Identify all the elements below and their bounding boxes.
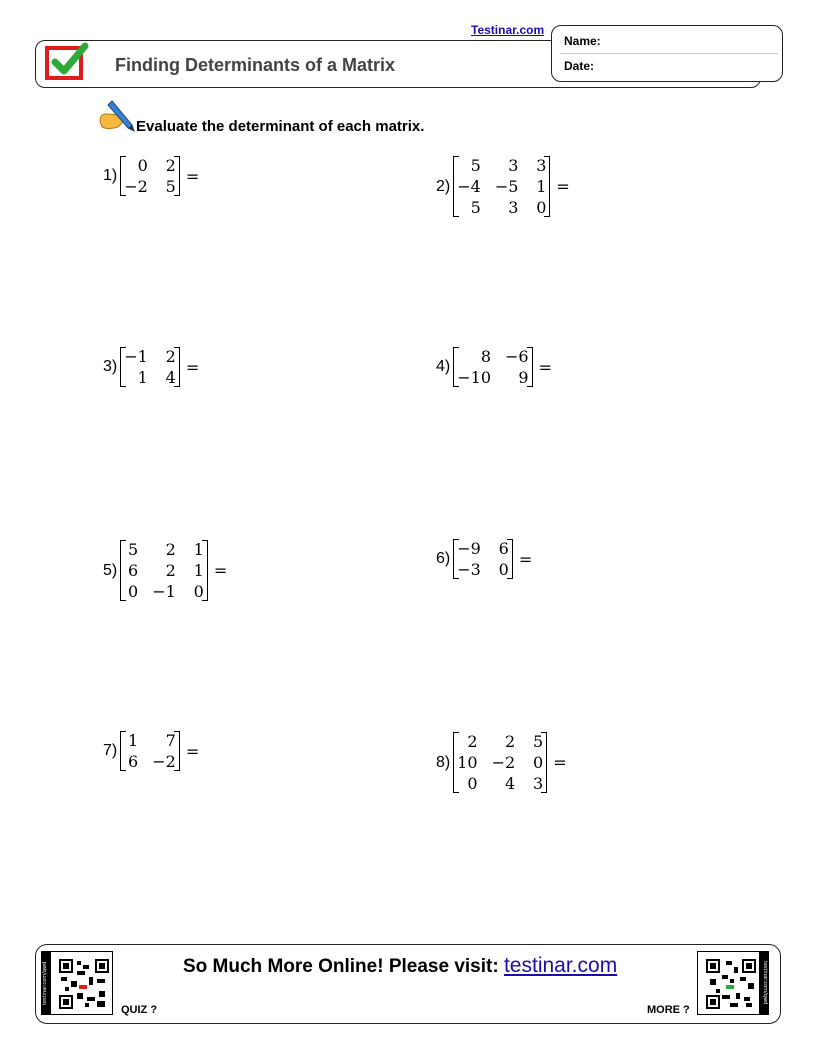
matrix-cell: 0 bbox=[467, 774, 478, 793]
matrix-cell: 2 bbox=[165, 347, 176, 366]
matrix bbox=[453, 731, 547, 794]
problem-number: 4) bbox=[436, 358, 451, 375]
checkmark-logo-icon bbox=[45, 46, 83, 80]
matrix-cell: 4 bbox=[505, 774, 516, 793]
equals-sign: = bbox=[213, 561, 228, 580]
promo-message: So Much More Online! Please visit: bbox=[183, 956, 499, 977]
matrix bbox=[453, 155, 550, 218]
problem-4 bbox=[436, 346, 552, 388]
matrix-cell: 2 bbox=[165, 561, 176, 580]
quiz-label[interactable]: QUIZ ? bbox=[121, 1004, 158, 1016]
equals-sign: = bbox=[185, 741, 200, 761]
matrix-cell: 8 bbox=[480, 347, 491, 366]
instruction-text: Evaluate the determinant of each matrix. bbox=[136, 118, 425, 135]
matrix-cell: 3 bbox=[508, 156, 519, 175]
matrix bbox=[120, 730, 180, 772]
problem-number: 3) bbox=[103, 358, 118, 375]
matrix-cell: 5 bbox=[470, 156, 481, 175]
matrix-cell: 5 bbox=[533, 732, 544, 751]
site-link[interactable]: Testinar.com bbox=[471, 23, 545, 37]
matrix-cell: 1 bbox=[193, 540, 204, 559]
matrix-cell: 6 bbox=[498, 539, 509, 558]
equals-sign: = bbox=[553, 753, 567, 772]
qr-left-caption: testinar.com/qwd bbox=[42, 952, 51, 1014]
matrix-cell: 7 bbox=[165, 731, 176, 750]
problem-number: 2) bbox=[436, 177, 451, 195]
matrix-cell: −9 bbox=[457, 539, 481, 558]
matrix bbox=[120, 539, 208, 602]
matrix-cell: −5 bbox=[494, 177, 519, 196]
problem-8 bbox=[436, 731, 567, 794]
matrix-cell: 2 bbox=[467, 732, 478, 751]
problem-5 bbox=[103, 539, 227, 602]
matrix-cell: 0 bbox=[498, 560, 509, 579]
quiz-qr-code[interactable] bbox=[41, 951, 113, 1015]
writing-hand-icon bbox=[98, 97, 138, 138]
matrix-cell: 1 bbox=[536, 177, 547, 196]
qr-left-icon bbox=[59, 959, 109, 1009]
equals-sign: = bbox=[538, 357, 552, 377]
problem-number: 8) bbox=[436, 753, 451, 771]
problem-number: 6) bbox=[436, 550, 451, 567]
matrix-cell: 1 bbox=[193, 561, 204, 580]
matrix-cell: 9 bbox=[518, 368, 529, 387]
matrix-cell: 3 bbox=[533, 774, 544, 793]
matrix-cell: 6 bbox=[128, 752, 139, 771]
problem-number: 5) bbox=[103, 561, 118, 579]
matrix-cell: −10 bbox=[457, 368, 491, 387]
matrix-cell: 1 bbox=[128, 731, 139, 750]
problem-1 bbox=[103, 155, 199, 197]
matrix-cell: −4 bbox=[457, 177, 481, 196]
matrix-cell: −2 bbox=[491, 753, 516, 772]
matrix-cell: 0 bbox=[128, 582, 139, 601]
matrix-cell: −2 bbox=[124, 177, 148, 196]
equals-sign: = bbox=[518, 549, 533, 569]
matrix-cell: −1 bbox=[124, 347, 148, 366]
problem-2 bbox=[436, 155, 570, 218]
problem-number: 7) bbox=[103, 742, 118, 759]
matrix-cell: 3 bbox=[536, 156, 547, 175]
more-label[interactable]: MORE ? bbox=[647, 1004, 690, 1016]
matrix-cell: 5 bbox=[470, 198, 481, 217]
name-date-box bbox=[551, 25, 783, 82]
matrix-cell: 5 bbox=[165, 177, 176, 196]
matrix-cell: −1 bbox=[152, 582, 176, 601]
problem-7 bbox=[103, 730, 199, 772]
matrix-cell: 2 bbox=[165, 540, 176, 559]
matrix-cell: 0 bbox=[193, 582, 204, 601]
matrix bbox=[453, 346, 532, 388]
matrix bbox=[453, 538, 513, 580]
more-qr-code[interactable] bbox=[697, 951, 769, 1015]
worksheet-title: Finding Determinants of a Matrix bbox=[115, 55, 396, 75]
promo-text bbox=[183, 954, 617, 978]
matrix-cell: 5 bbox=[128, 540, 139, 559]
matrix-cell: 6 bbox=[128, 561, 139, 580]
matrix-cell: 0 bbox=[536, 198, 547, 217]
problem-6 bbox=[436, 538, 532, 580]
matrix-cell: 0 bbox=[533, 753, 544, 772]
matrix-cell: 2 bbox=[165, 156, 176, 175]
qr-right-caption: testinar.com/qwd bbox=[759, 952, 768, 1014]
matrix-cell: 3 bbox=[508, 198, 519, 217]
matrix bbox=[120, 346, 180, 388]
equals-sign: = bbox=[556, 177, 570, 196]
matrix bbox=[120, 155, 180, 197]
matrix-cell: −6 bbox=[505, 347, 529, 366]
problem-3 bbox=[103, 346, 199, 388]
matrix-cell: 4 bbox=[165, 368, 176, 387]
date-label[interactable]: Date: bbox=[564, 59, 595, 73]
matrix-cell: −2 bbox=[152, 752, 176, 771]
equals-sign: = bbox=[185, 166, 200, 186]
matrix-cell: 1 bbox=[137, 368, 148, 387]
matrix-cell: −3 bbox=[457, 560, 481, 579]
promo-link[interactable]: testinar.com bbox=[503, 954, 618, 977]
matrix-cell: 0 bbox=[137, 156, 148, 175]
matrix-cell: 2 bbox=[505, 732, 516, 751]
matrix-cell: 10 bbox=[457, 753, 478, 772]
equals-sign: = bbox=[185, 357, 200, 377]
problem-number: 1) bbox=[103, 167, 118, 184]
qr-right-icon bbox=[706, 959, 756, 1009]
name-label[interactable]: Name: bbox=[564, 34, 601, 48]
